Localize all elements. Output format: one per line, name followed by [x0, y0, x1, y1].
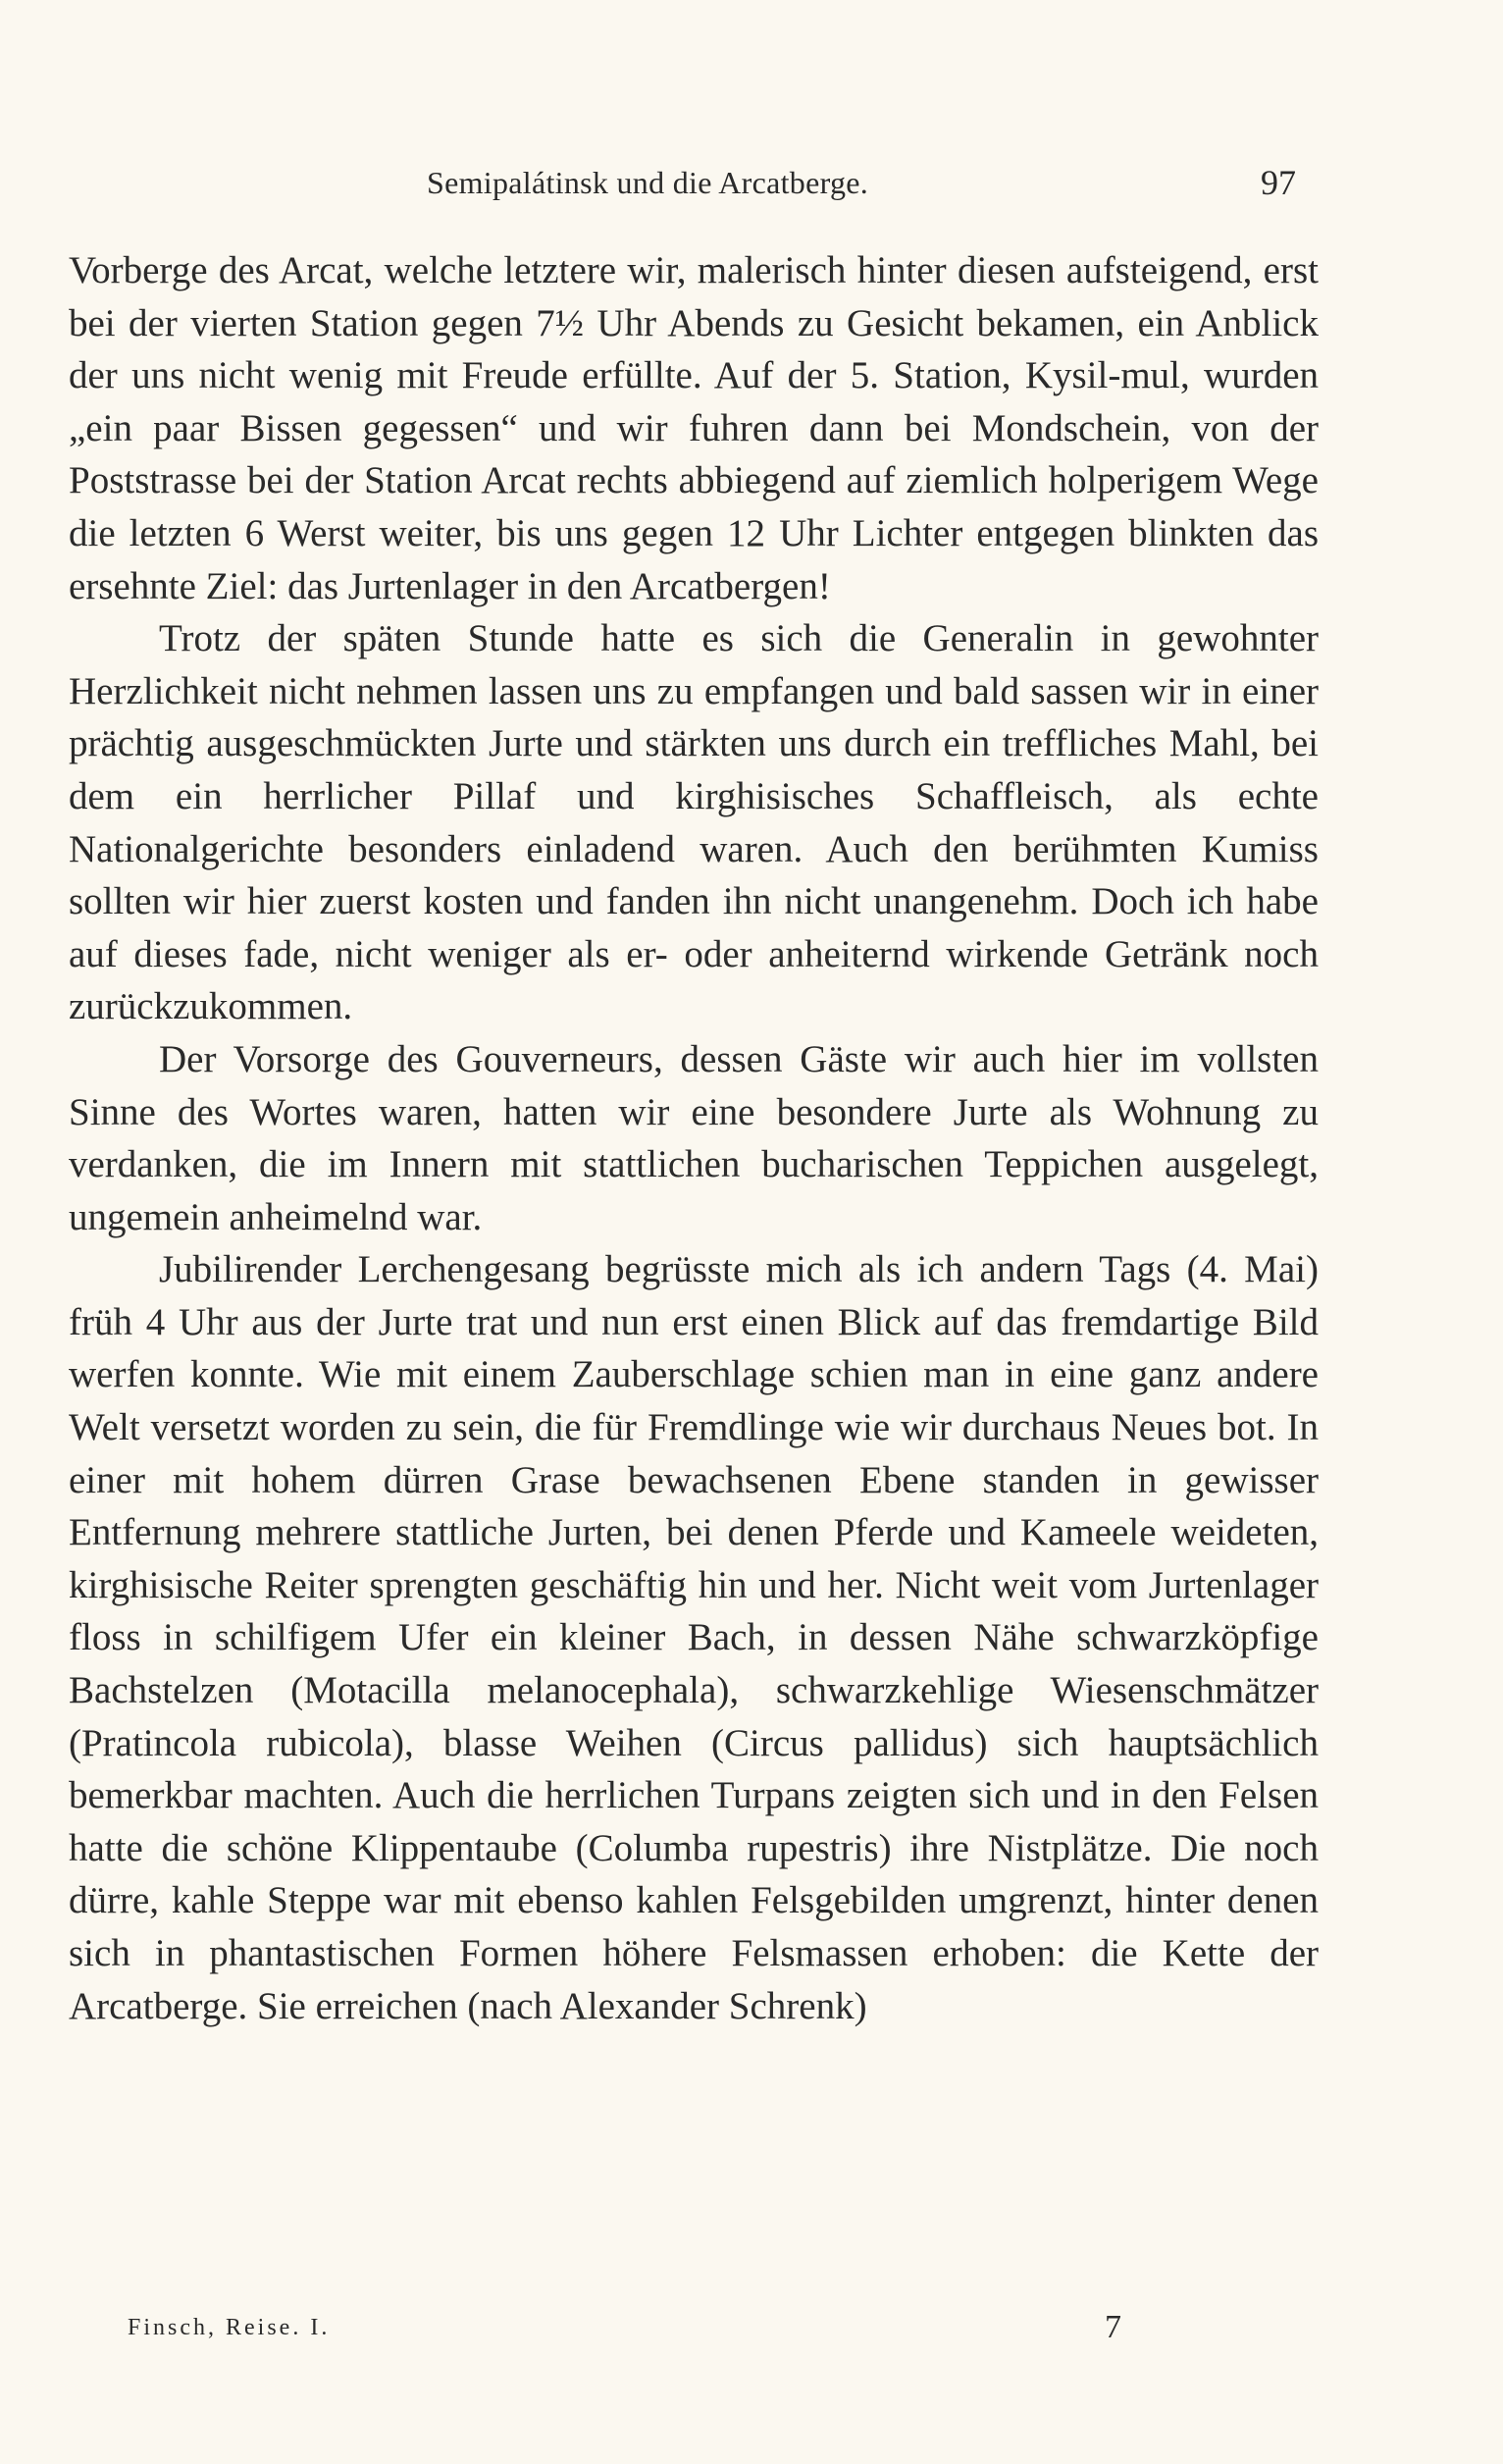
- paragraph-2: Trotz der späten Stunde hatte es sich die Generalin in gewohnter Herzlichkeit nicht nehmen lassen uns zu empfangen und bald sassen wir in einer prächtig ausgeschmückten Jurte und stärkten uns durch ein treffliches Mahl, bei dem ein herrlicher Pillaf und kirghisisches Schaffleisch, als echte Nationalgerichte besonders einladend waren. Auch den berühmten Kumiss sollten wir hier zuerst kosten und fanden ihn nicht unangenehm. Doch ich habe auf dieses fade, nicht weniger als er- oder anheiternd wirkende Getränk noch zurückzukommen.: [69, 617, 1319, 1028]
- paragraph-4: Jubilirender Lerchengesang begrüsste mich als ich andern Tags (4. Mai) früh 4 Uhr aus der Jurte trat und nun erst einen Blick auf das fremdartige Bild werfen konnte. Wie mit einem Zauberschlage schien man in eine ganz andere Welt versetzt worden zu sein, die für Fremdlinge wie wir durchaus Neues bot. In einer mit hohem dürren Grase bewachsenen Ebene standen in gewisser Entfernung mehrere stattliche Jurten, bei denen Pferde und Kameele weideten, kirghisische Reiter sprengten geschäftig hin und her. Nicht weit vom Jurtenlager floss in schilfigem Ufer ein kleiner Bach, in dessen Nähe schwarzköpfige Bachstelzen (Motacilla melanocephala), schwarzkehlige Wiesenschmätzer (Pratincola rubicola), blasse Weihen (Circus pallidus) sich hauptsächlich bemerkbar machten. Auch die herrlichen Turpans zeigten sich und in den Felsen hatte die schöne Klippentaube (Columba rupestris) ihre Nistplätze. Die noch dürre, kahle Steppe war mit ebenso kahlen Felsgebilden umgrenzt, hinter denen sich in phantastischen Formen höhere Felsmassen erhoben: die Kette der Arcatberge. Sie erreichen (nach Alexander Schrenk): [69, 1248, 1319, 2027]
- running-title: Semipalátinsk und die Arcatberge.: [427, 165, 869, 200]
- paragraph-3: Der Vorsorge des Gouverneurs, dessen Gäste wir auch hier im vollsten Sinne des Wortes waren, hatten wir eine besondere Jurte als Wohnung zu verdanken, die im Innern mit stattlichen bucharischen Teppichen ausgelegt, ungemein anheimelnd war.: [69, 1037, 1319, 1238]
- footer-signature: Finsch, Reise. I.: [128, 2315, 331, 2340]
- footer-sheet-number: 7: [1105, 2309, 1121, 2345]
- paragraph-1: Vorberge des Arcat, welche letztere wir, malerisch hinter diesen aufsteigend, erst bei der vierten Station gegen 7½ Uhr Abends zu Gesicht bekamen, ein Anblick der uns nicht wenig mit Freude erfüllte. Auf der 5. Station, Kysil-mul, wurden „ein paar Bissen gegessen“ und wir fuhren dann bei Mondschein, von der Poststrasse bei der Station Arcat rechts abbiegend auf ziemlich holperigem Wege die letzten 6 Werst weiter, bis uns gegen 12 Uhr Lichter entgegen blinkten das ersehnte Ziel: das Jurtenlager in den Arcatbergen!: [69, 249, 1319, 607]
- body-text: [69, 244, 1319, 2032]
- page-footer: [0, 2304, 1503, 2351]
- running-head: [0, 159, 1503, 206]
- page-number: 97: [1261, 163, 1296, 202]
